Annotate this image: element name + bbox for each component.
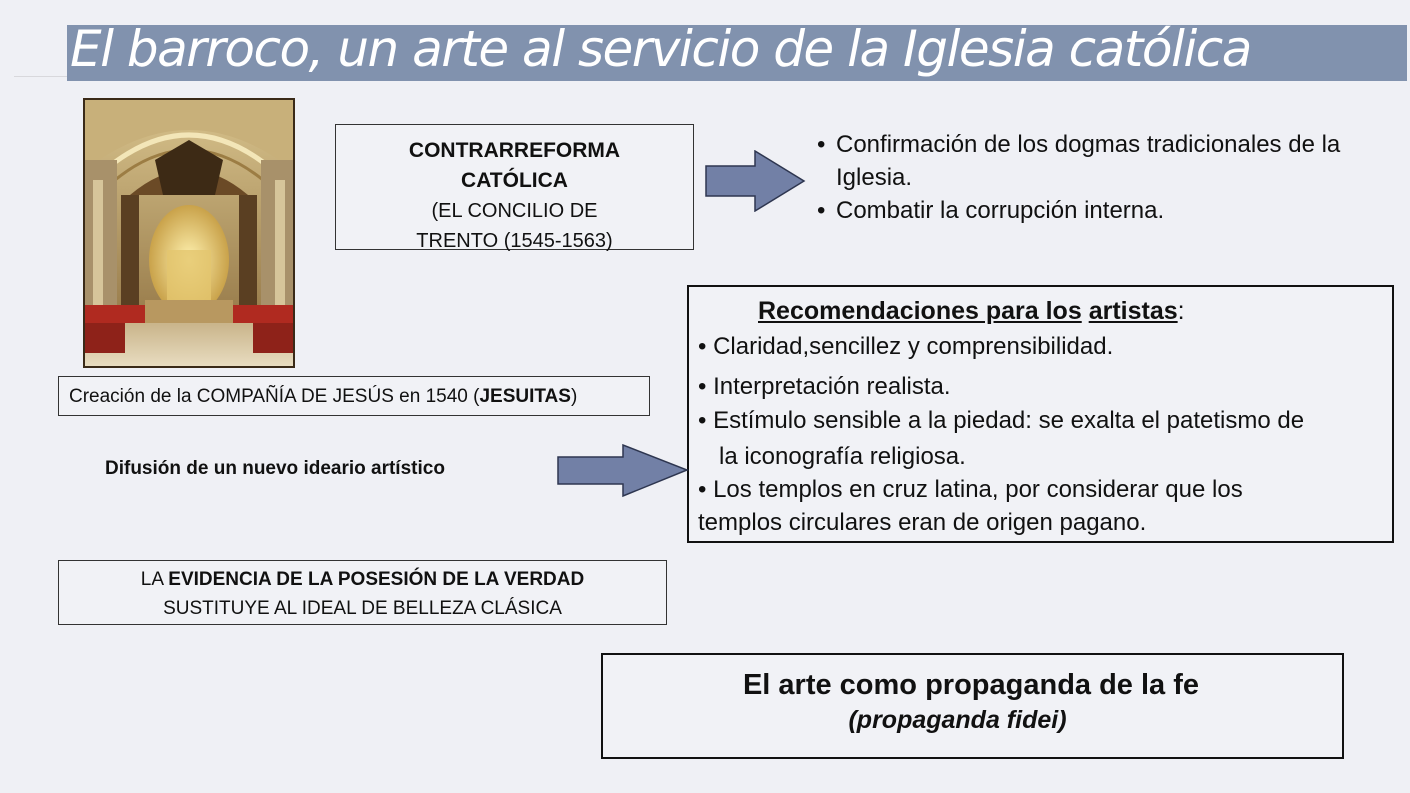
evidencia-bold: EVIDENCIA DE LA POSESIÓN DE LA VERDAD (168, 569, 585, 590)
list-item (698, 407, 1304, 435)
recomendaciones-box (687, 285, 1394, 543)
recomendacion-text: Claridad,sencillez y comprensibilidad. (713, 333, 1114, 360)
contrarreforma-title-2: CATÓLICA (461, 169, 568, 192)
evidencia-box (58, 560, 667, 625)
baroque-basilica-interior-image (85, 100, 293, 366)
jesuitas-bold: JESUITAS (479, 386, 571, 407)
bullet-icon: • (698, 476, 707, 503)
jesuitas-suffix: ) (570, 386, 578, 407)
propaganda-box (601, 653, 1344, 759)
heading-part-2: artistas (1088, 297, 1178, 325)
list-item (817, 128, 1407, 194)
objetivos-list (817, 128, 1407, 227)
evidencia-line-2: SUSTITUYE AL IDEAL DE BELLEZA CLÁSICA (163, 598, 562, 619)
list-item (698, 373, 951, 401)
bullet-icon: • (698, 407, 707, 434)
propaganda-title: El arte como propaganda de la fe (742, 669, 1200, 701)
recomendacion-text: Los templos en cruz latina, por considerar que los (713, 476, 1243, 503)
evidencia-prefix: LA (140, 569, 169, 590)
arrow-right-icon (705, 150, 807, 212)
basilica-photo (83, 98, 295, 368)
evidencia-line-1 (59, 565, 666, 594)
list-item (698, 333, 1113, 361)
heading-part-1: Recomendaciones para los (758, 297, 1082, 325)
bullet-icon: • (698, 333, 707, 360)
objetivo-text: Confirmación de los dogmas tradicionales de la Iglesia. (836, 131, 1341, 191)
jesuitas-prefix: Creación de la COMPAÑÍA DE JESÚS en 1540 ( (69, 386, 480, 407)
jesuitas-box (58, 376, 650, 416)
title-underline (14, 76, 69, 77)
list-item (817, 194, 1407, 227)
objetivo-text: Combatir la corrupción interna. (836, 197, 1165, 224)
heading-colon: : (1177, 297, 1185, 325)
contrarreforma-box (335, 124, 694, 250)
bullet-icon: • (817, 197, 826, 224)
bullet-icon: • (817, 131, 826, 158)
contrarreforma-sub-1: (EL CONCILIO DE (431, 200, 598, 222)
list-item-continuation: la iconografía religiosa. (719, 443, 966, 470)
list-item-continuation: templos circulares eran de origen pagano. (698, 509, 1147, 536)
difusion-label: Difusión de un nuevo ideario artístico (105, 458, 445, 479)
recomendacion-text: Estímulo sensible a la piedad: se exalta el patetismo de (713, 407, 1305, 434)
bullet-icon: • (698, 373, 707, 400)
recomendacion-text: Interpretación realista. (713, 373, 951, 400)
arrow-right-icon (557, 444, 689, 498)
propaganda-subtitle: (propaganda fidei) (848, 706, 1067, 734)
page-title: El barroco, un arte al servicio de la Iglesia católica (70, 20, 1251, 78)
list-item (698, 476, 1243, 504)
recomendaciones-heading (758, 297, 1185, 326)
contrarreforma-title-1: CONTRARREFORMA (408, 139, 621, 162)
contrarreforma-sub-2: TRENTO (1545-1563) (416, 230, 613, 252)
